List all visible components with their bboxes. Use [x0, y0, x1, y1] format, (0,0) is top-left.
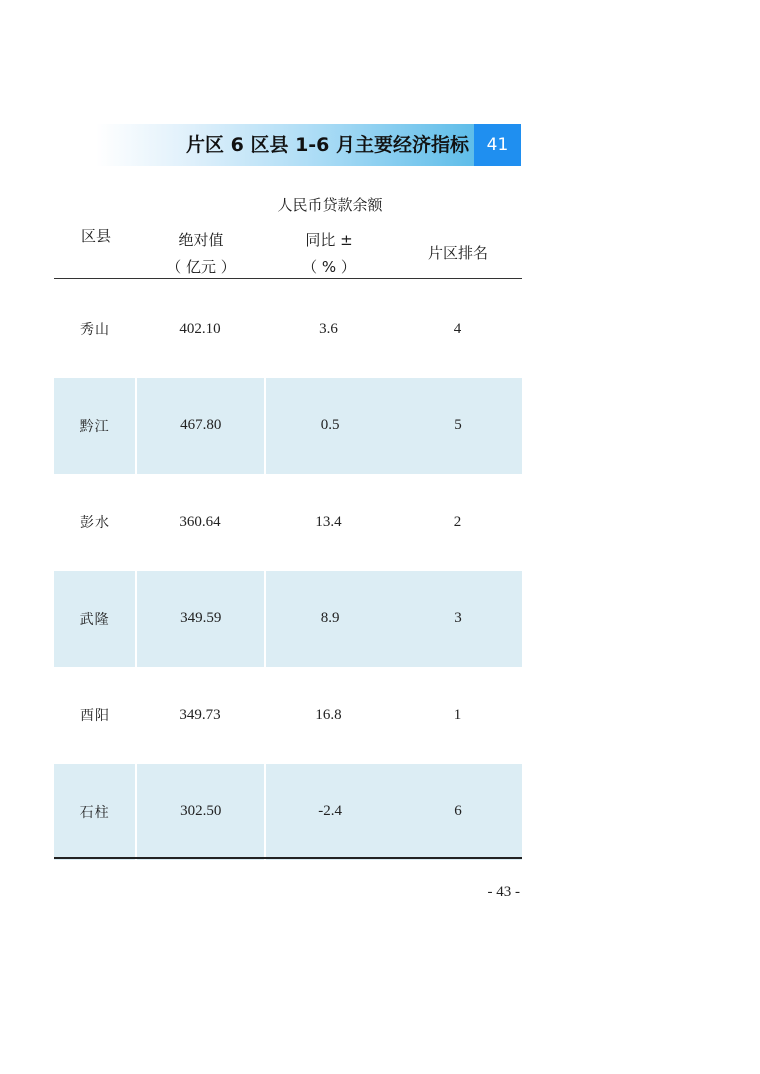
page-number: - 43 - [487, 884, 520, 900]
rank-cell: 6 [454, 803, 462, 820]
rank-cell: 5 [454, 417, 462, 434]
rank-cell: 1 [453, 706, 462, 723]
column-header-county: 区县 [80, 227, 111, 245]
rank-cell: 4 [453, 320, 462, 337]
county-cell: 黔江 [54, 378, 137, 475]
absolute-cell: 402.10 [179, 320, 221, 337]
county-cell: 武隆 [54, 571, 137, 668]
yoy-cell: 0.5 [320, 417, 340, 434]
yoy-cell: 13.4 [315, 513, 342, 530]
county-cell: 秀山 [80, 322, 110, 339]
absolute-cell: 349.73 [179, 706, 221, 723]
table-row [54, 474, 522, 571]
absolute-cell: 360.64 [179, 513, 221, 530]
table-row [54, 571, 522, 668]
yoy-cell: 3.6 [319, 320, 338, 337]
table-bottom-rule [54, 857, 522, 859]
absolute-cell: 349.59 [137, 571, 266, 668]
table-row [54, 764, 522, 861]
table-row [54, 667, 522, 764]
table-row [54, 378, 522, 475]
table-body [54, 281, 522, 860]
column-header-yoy-unit: （ % ） [302, 258, 356, 276]
absolute-cell: 467.80 [137, 378, 266, 475]
yoy-cell: -2.4 [318, 803, 343, 820]
page-title: 片区 6 区县 1-6 月主要经济指标 [186, 134, 470, 156]
section-number-badge: 41 [474, 124, 521, 166]
column-group-header: 人民币贷款余额 [277, 196, 383, 214]
county-cell: 酉阳 [80, 708, 110, 725]
column-header-rank: 片区排名 [427, 244, 488, 262]
table-row [54, 281, 522, 378]
absolute-cell: 302.50 [137, 764, 266, 861]
column-header-yoy: 同比 ± [305, 231, 353, 249]
county-cell: 石柱 [54, 764, 137, 861]
yoy-cell: 8.9 [320, 610, 340, 627]
table-top-rule [54, 278, 522, 279]
column-header-absolute: 绝对值 [178, 231, 224, 249]
yoy-cell: 16.8 [315, 706, 342, 723]
rank-cell: 2 [453, 513, 462, 530]
rank-cell: 3 [454, 610, 462, 627]
column-header-absolute-unit: （ 亿元 ） [166, 258, 236, 276]
county-cell: 彭水 [80, 515, 110, 532]
